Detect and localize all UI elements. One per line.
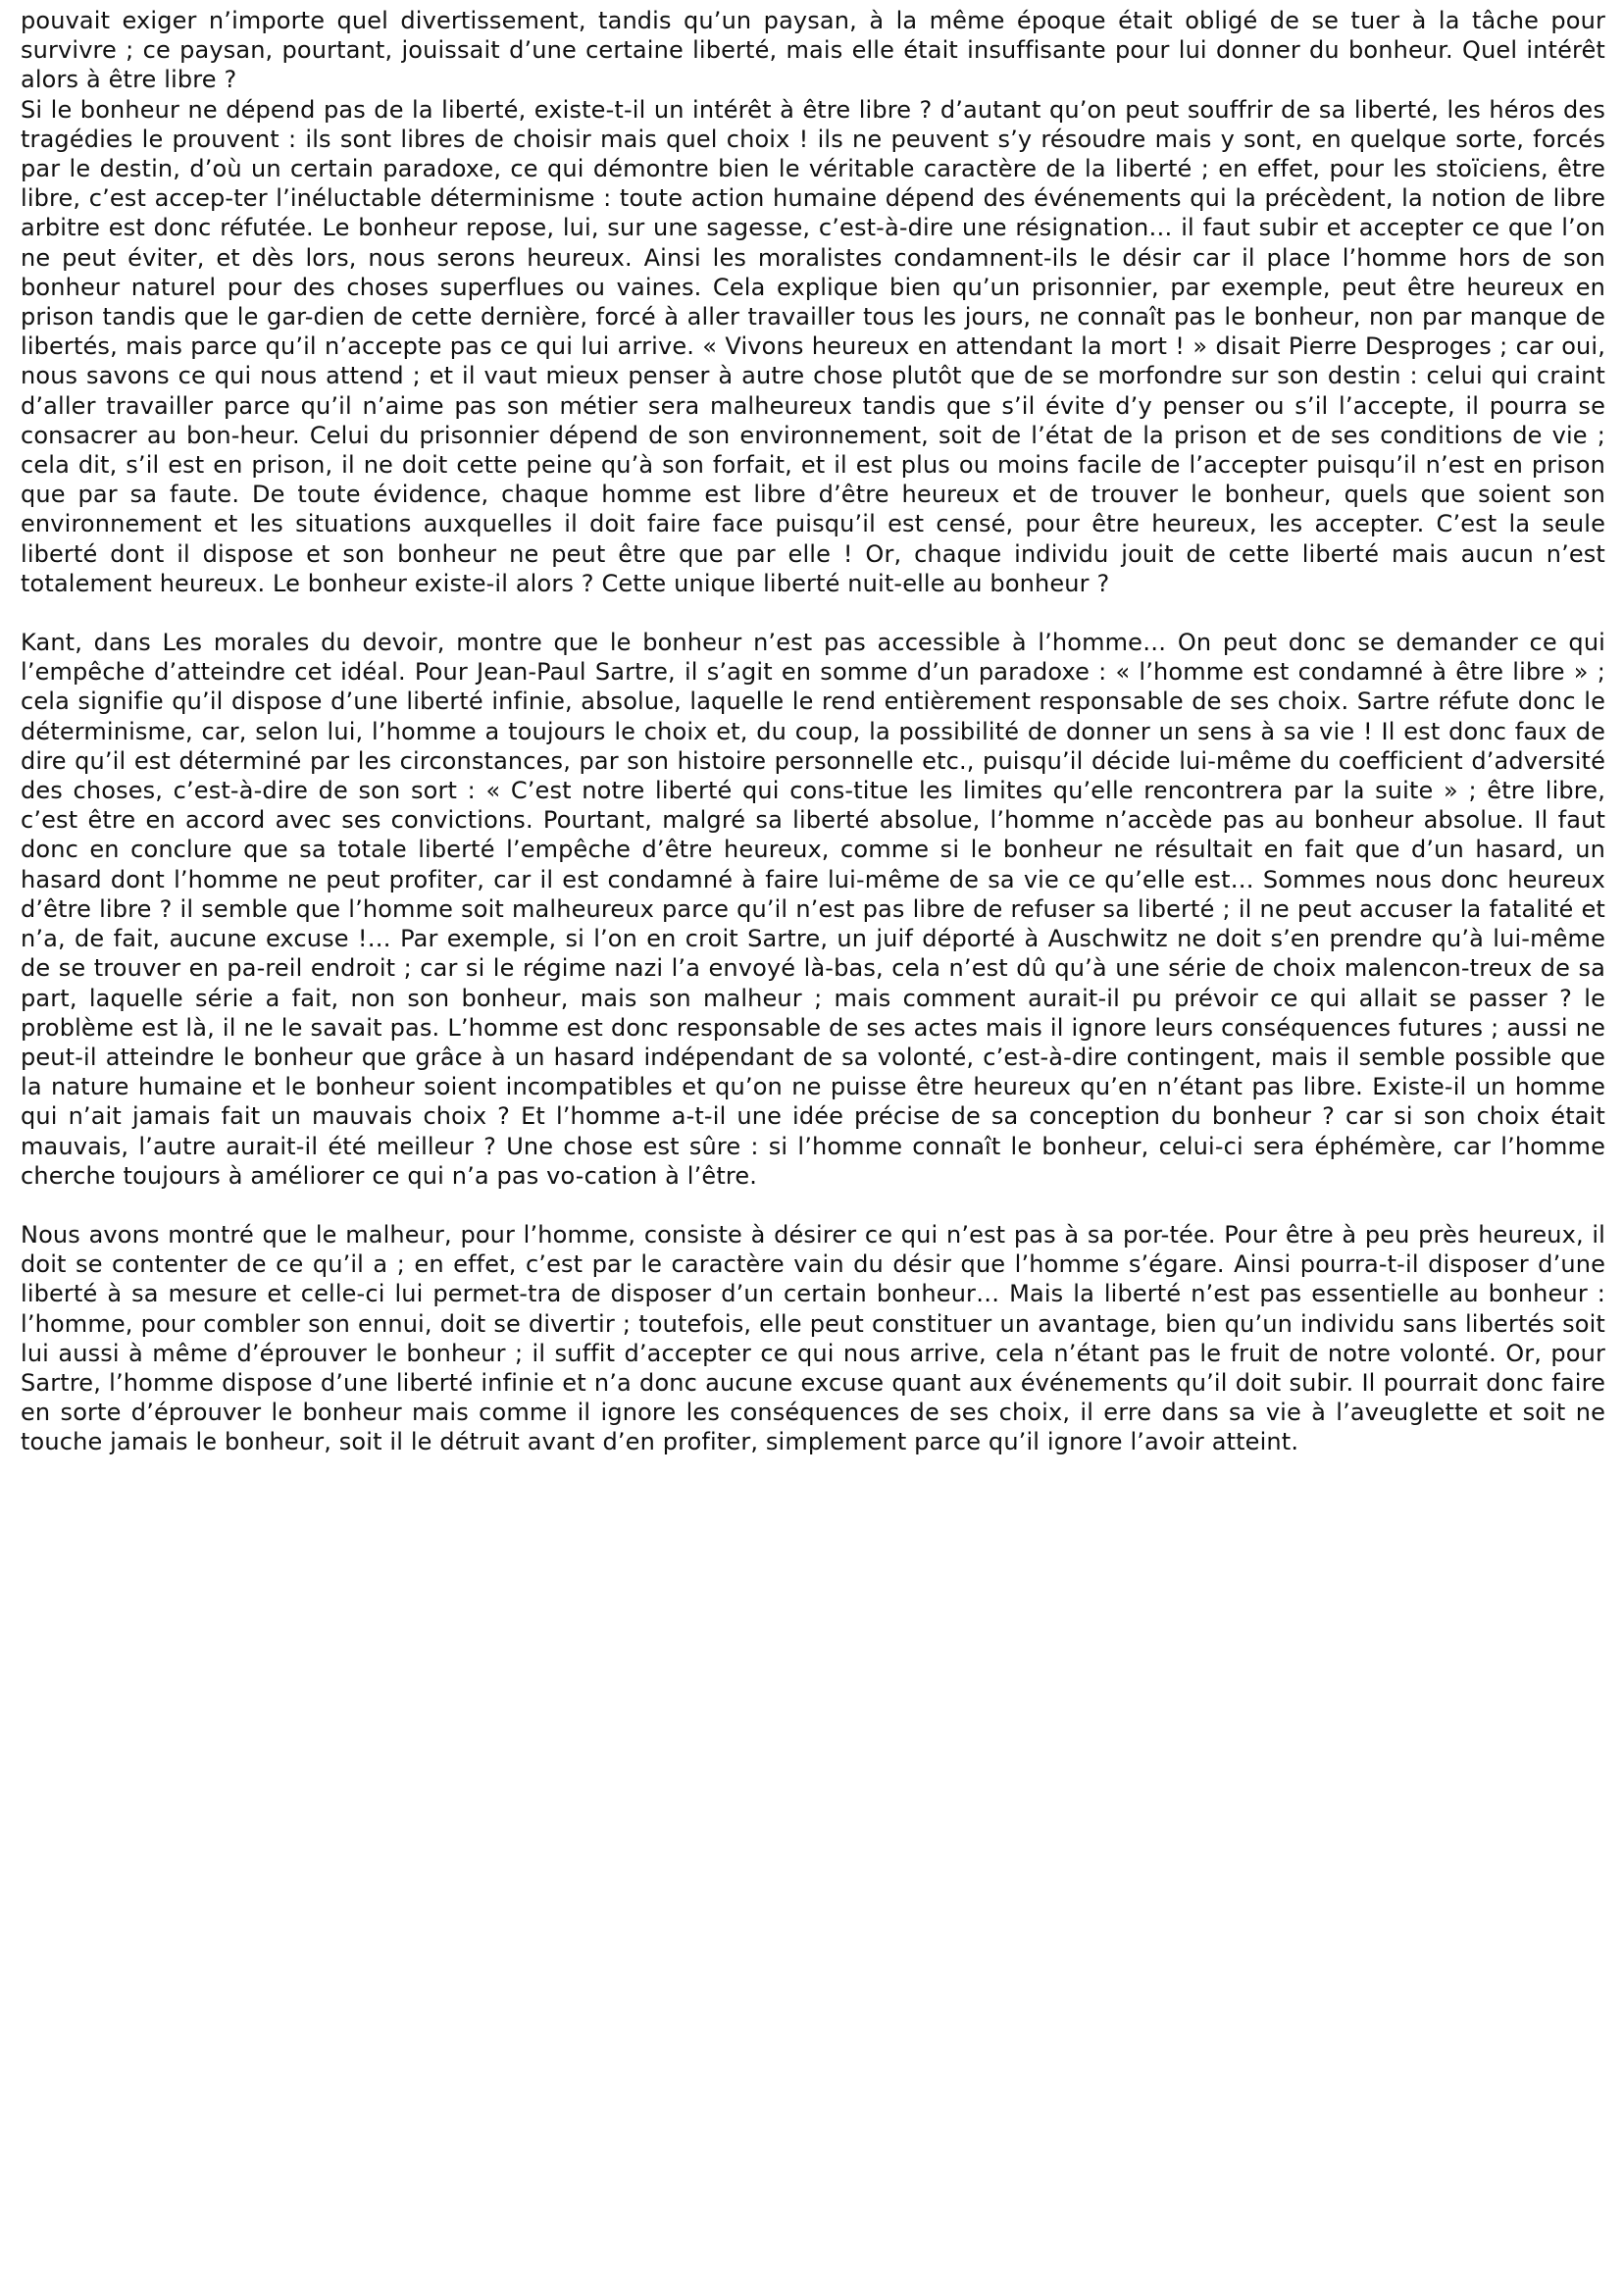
document-body (21, 6, 1605, 1487)
paragraph-stoicism: Si le bonheur ne dépend pas de la liberté, existe-t-il un intérêt à être libre ? d’autant qu’on peut souffrir de sa liberté, les héros des tragédies le prouvent : ils sont libres de choisir mais quel choix ! ils ne peuvent s’y résoudre mais y sont, en quelque sorte, forcés par le destin, d’où un certain paradoxe, ce qui démontre bien le véritable caractère de la liberté ; en effet, pour les stoïciens, être libre, c’est accep-ter l’inéluctable déterminisme : toute action humaine dépend des événements qui la précèdent, la notion de libre arbitre est donc réfutée. Le bonheur repose, lui, sur une sagesse, c’est-à-dire une résignation… il faut subir et accepter ce que l’on ne peut éviter, et dès lors, nous serons heureux. Ainsi les moralistes condamnent-ils le désir car il place l’homme hors de son bonheur naturel pour des choses superflues ou vaines. Cela explique bien qu’un prisonnier, par exemple, peut être heureux en prison tandis que le gar-dien de cette dernière, forcé à aller travailler tous les jours, ne connaît pas le bonheur, non par manque de libertés, mais parce qu’il n’accepte pas ce qui lui arrive. « Vivons heureux en attendant la mort ! » disait Pierre Desproges ; car oui, nous savons ce qui nous attend ; et il vaut mieux penser à autre chose plutôt que de se morfondre sur son destin : celui qui craint d’aller travailler parce qu’il n’aime pas son métier sera malheureux tandis que s’il évite d’y penser ou s’il l’accepte, il pourra se consacrer au bon-heur. Celui du prisonnier dépend de son environnement, soit de l’état de la prison et de ses conditions de vie ; cela dit, s’il est en prison, il ne doit cette peine qu’à son forfait, et il est plus ou moins facile de l’accepter puisqu’il n’est en prison que par sa faute. De toute évidence, chaque homme est libre d’être heureux et de trouver le bonheur, quels que soient son environnement et les situations auxquelles il doit faire face puisqu’il est censé, pour être heureux, les accepter. C’est la seule liberté dont il dispose et son bonheur ne peut être que par elle ! Or, chaque individu jouit de cette liberté mais aucun n’est totalement heureux. Le bonheur existe-il alors ? Cette unique liberté nuit-elle au bonheur ? (21, 95, 1605, 597)
paragraph-conclusion: Nous avons montré que le malheur, pour l’homme, consiste à désirer ce qui n’est pas à sa por-tée. Pour être à peu près heureux, il doit se contenter de ce qu’il a ; en effet, c’est par le caractère vain du désir que l’homme s’égare. Ainsi pourra-t-il disposer d’une liberté à sa mesure et celle-ci lui permet-tra de disposer d’un certain bonheur… Mais la liberté n’est pas essentielle au bonheur : l’homme, pour combler son ennui, doit se divertir ; toutefois, elle peut constituer un avantage, bien qu’un individu sans libertés soit lui aussi à même d’éprouver le bonheur ; il suffit d’accepter ce qui nous arrive, cela n’étant pas le fruit de notre volonté. Or, pour Sartre, l’homme dispose d’une liberté infinie et n’a donc aucune excuse quant aux événements qu’il doit subir. Il pourrait donc faire en sorte d’éprouver le bonheur mais comme il ignore les conséquences de ses choix, il erre dans sa vie à l’aveuglette et soit ne touche jamais le bonheur, soit il le détruit avant d’en profiter, simplement parce qu’il ignore l’avoir atteint. (21, 1220, 1605, 1456)
paragraph-intro: pouvait exiger n’importe quel divertissement, tandis qu’un paysan, à la même époque était obligé de se tuer à la tâche pour survivre ; ce paysan, pourtant, jouissait d’une certaine liberté, mais elle était insuffisante pour lui donner du bonheur. Quel intérêt alors à être libre ? (21, 7, 1605, 94)
paragraph-sartre: Kant, dans Les morales du devoir, montre que le bonheur n’est pas accessible à l’homme… On peut donc se demander ce qui l’empêche d’atteindre cet idéal. Pour Jean-Paul Sartre, il s’agit en somme d’un paradoxe : « l’homme est condamné à être libre » ; cela signifie qu’il dispose d’une liberté infinie, absolue, laquelle le rend entièrement responsable de ses choix. Sartre réfute donc le déterminisme, car, selon lui, l’homme a toujours le choix et, du coup, la possibilité de donner un sens à sa vie ! Il est donc faux de dire qu’il est déterminé par les circonstances, par son histoire personnelle etc., puisqu’il décide lui-même du coefficient d’adversité des choses, c’est-à-dire de son sort : « C’est notre liberté qui cons-titue les limites qu’elle rencontrera par la suite » ; être libre, c’est être en accord avec ses convictions. Pourtant, malgré sa liberté absolue, l’homme n’accède pas au bonheur absolue. Il faut donc en conclure que sa totale liberté l’empêche d’être heureux, comme si le bonheur ne résultait en fait que d’un hasard, un hasard dont l’homme ne peut profiter, car il est condamné à faire lui-même de sa vie ce qu’elle est… Sommes nous donc heureux d’être libre ? il semble que l’homme soit malheureux parce qu’il n’est pas libre de refuser sa liberté ; il ne peut accuser la fatalité et n’a, de fait, aucune excuse !… Par exemple, si l’on en croit Sartre, un juif déporté à Auschwitz ne doit s’en prendre qu’à lui-même de se trouver en pa-reil endroit ; car si le régime nazi l’a envoyé là-bas, cela n’est dû qu’à une série de choix malencon-treux de sa part, laquelle série a fait, non son bonheur, mais son malheur ; mais comment aurait-il pu prévoir ce qui allait se passer ? le problème est là, il ne le savait pas. L’homme est donc responsable de ses actes mais il ignore leurs conséquences futures ; aussi ne peut-il atteindre le bonheur que grâce à un hasard indépendant de sa volonté, c’est-à-dire contingent, mais il semble possible que la nature humaine et le bonheur soient incompatibles et qu’on ne puisse être heureux qu’en n’étant pas libre. Existe-il un homme qui n’ait jamais fait un mauvais choix ? Et l’homme a-t-il une idée précise de sa conception du bonheur ? car si son choix était mauvais, l’autre aurait-il été meilleur ? Une chose est sûre : si l’homme connaît le bonheur, celui-ci sera éphémère, car l’homme cherche toujours à améliorer ce qui n’a pas vo-cation à l’être. (21, 629, 1605, 1190)
